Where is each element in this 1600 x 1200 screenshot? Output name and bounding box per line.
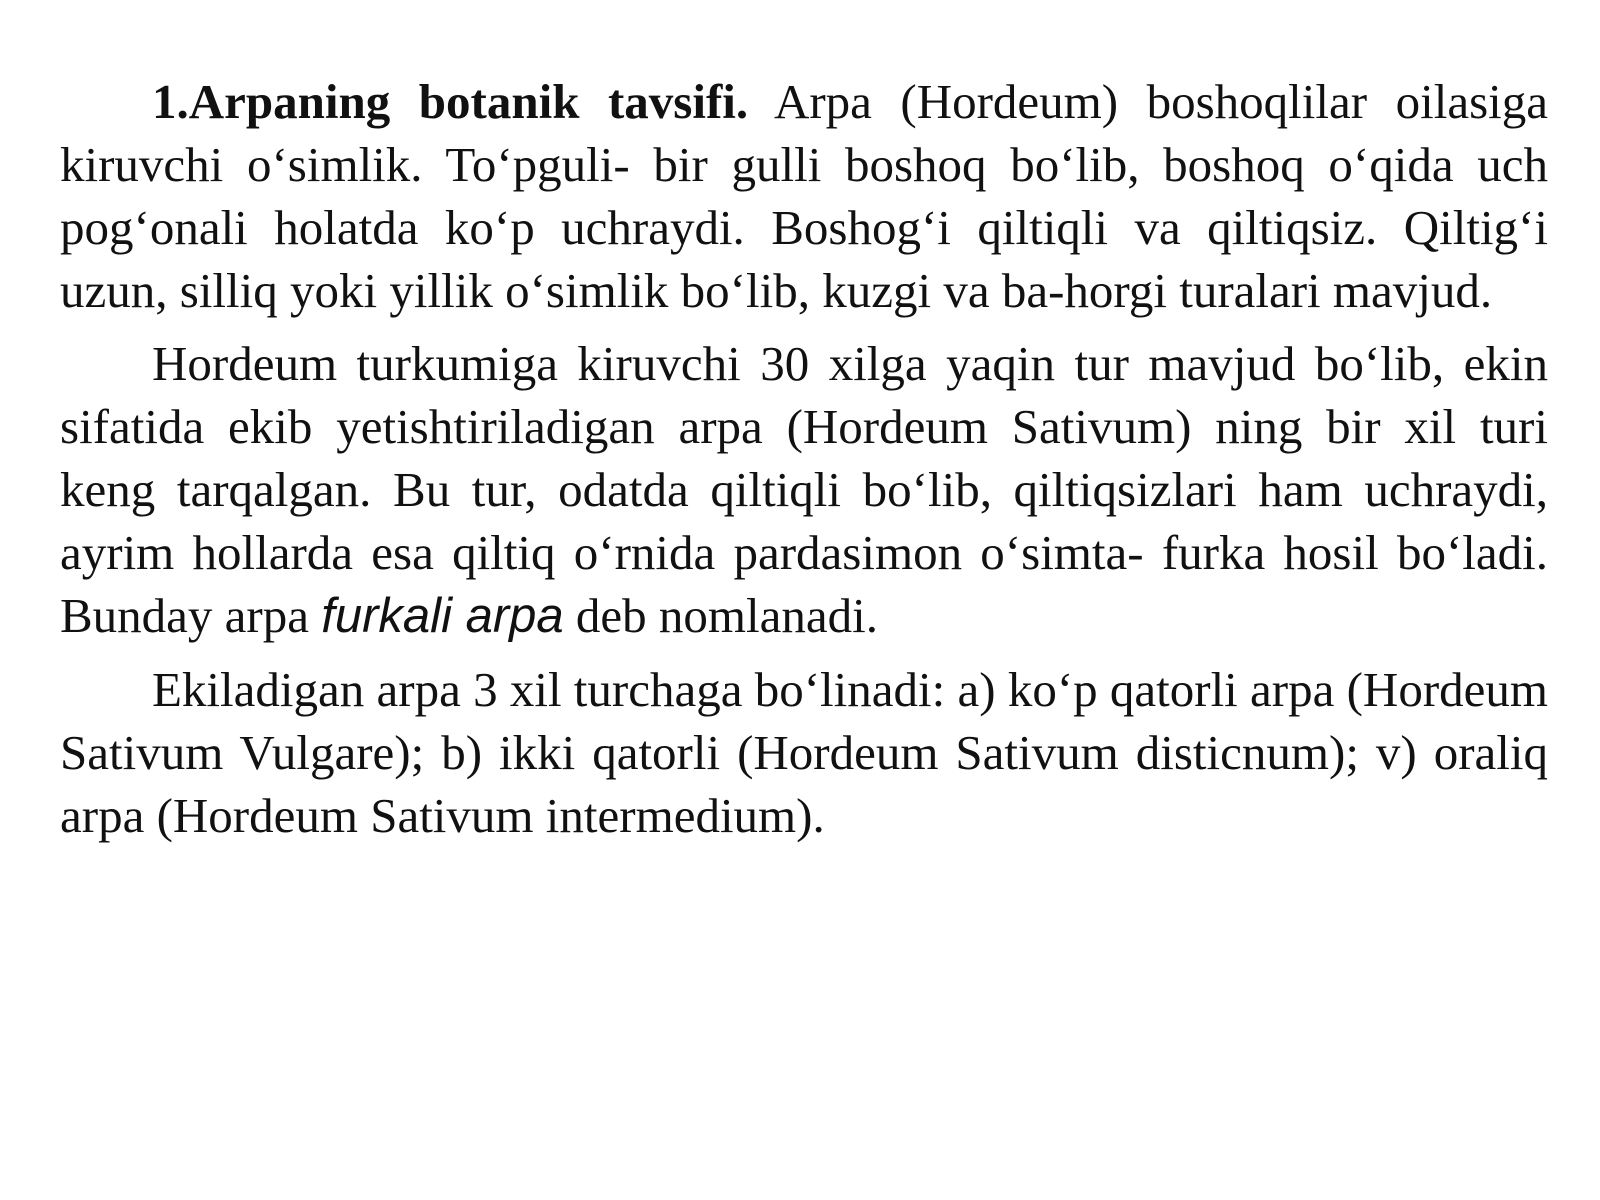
- document-body: [60, 70, 1548, 857]
- italic-term: furkali arpa: [321, 589, 564, 643]
- paragraph-2-text-before: Hordeum turkumiga kiruvchi 30 xilga yaqin tur mavjud bo‘lib, ekin sifatida ekib yetishtiriladigan arpa (Hordeum Sativum) ning bir xil turi keng tarqalgan. Bu tur, odatda qiltiqli bo‘lib, qiltiqsizlari ham uchraydi, ayrim hollarda esa qiltiq o‘rnida pardasimon o‘simta- furka hosil bo‘ladi. Bunday arpa: [60, 336, 1548, 643]
- paragraph-subspecies: [60, 658, 1548, 847]
- paragraph-1-text: Arpa (Hordeum) boshoqlilar oilasiga kiruvchi o‘simlik. To‘pguli- bir gulli boshoq bo‘lib, boshoq o‘qida uch pog‘onali holatda ko‘p uchraydi. Boshog‘i qiltiqli va qiltiqsiz. Qiltig‘i uzun, silliq yoki yillik o‘simlik bo‘lib, kuzgi va ba-horgi turalari mavjud.: [60, 74, 1548, 318]
- paragraph-3-text: Ekiladigan arpa 3 xil turchaga bo‘linadi: a) ko‘p qatorli arpa (Hordeum Sativum Vulgare); b) ikki qatorli (Hordeum Sativum disticnum); v) oraliq arpa (Hordeum Sativum intermedium).: [60, 662, 1548, 843]
- paragraph-botanical-description: [60, 70, 1548, 322]
- paragraph-hordeum-genus: [60, 332, 1548, 648]
- paragraph-2-text-after: deb nomlanadi.: [563, 588, 878, 643]
- section-heading: 1.Arpaning botanik tavsifi.: [152, 74, 749, 129]
